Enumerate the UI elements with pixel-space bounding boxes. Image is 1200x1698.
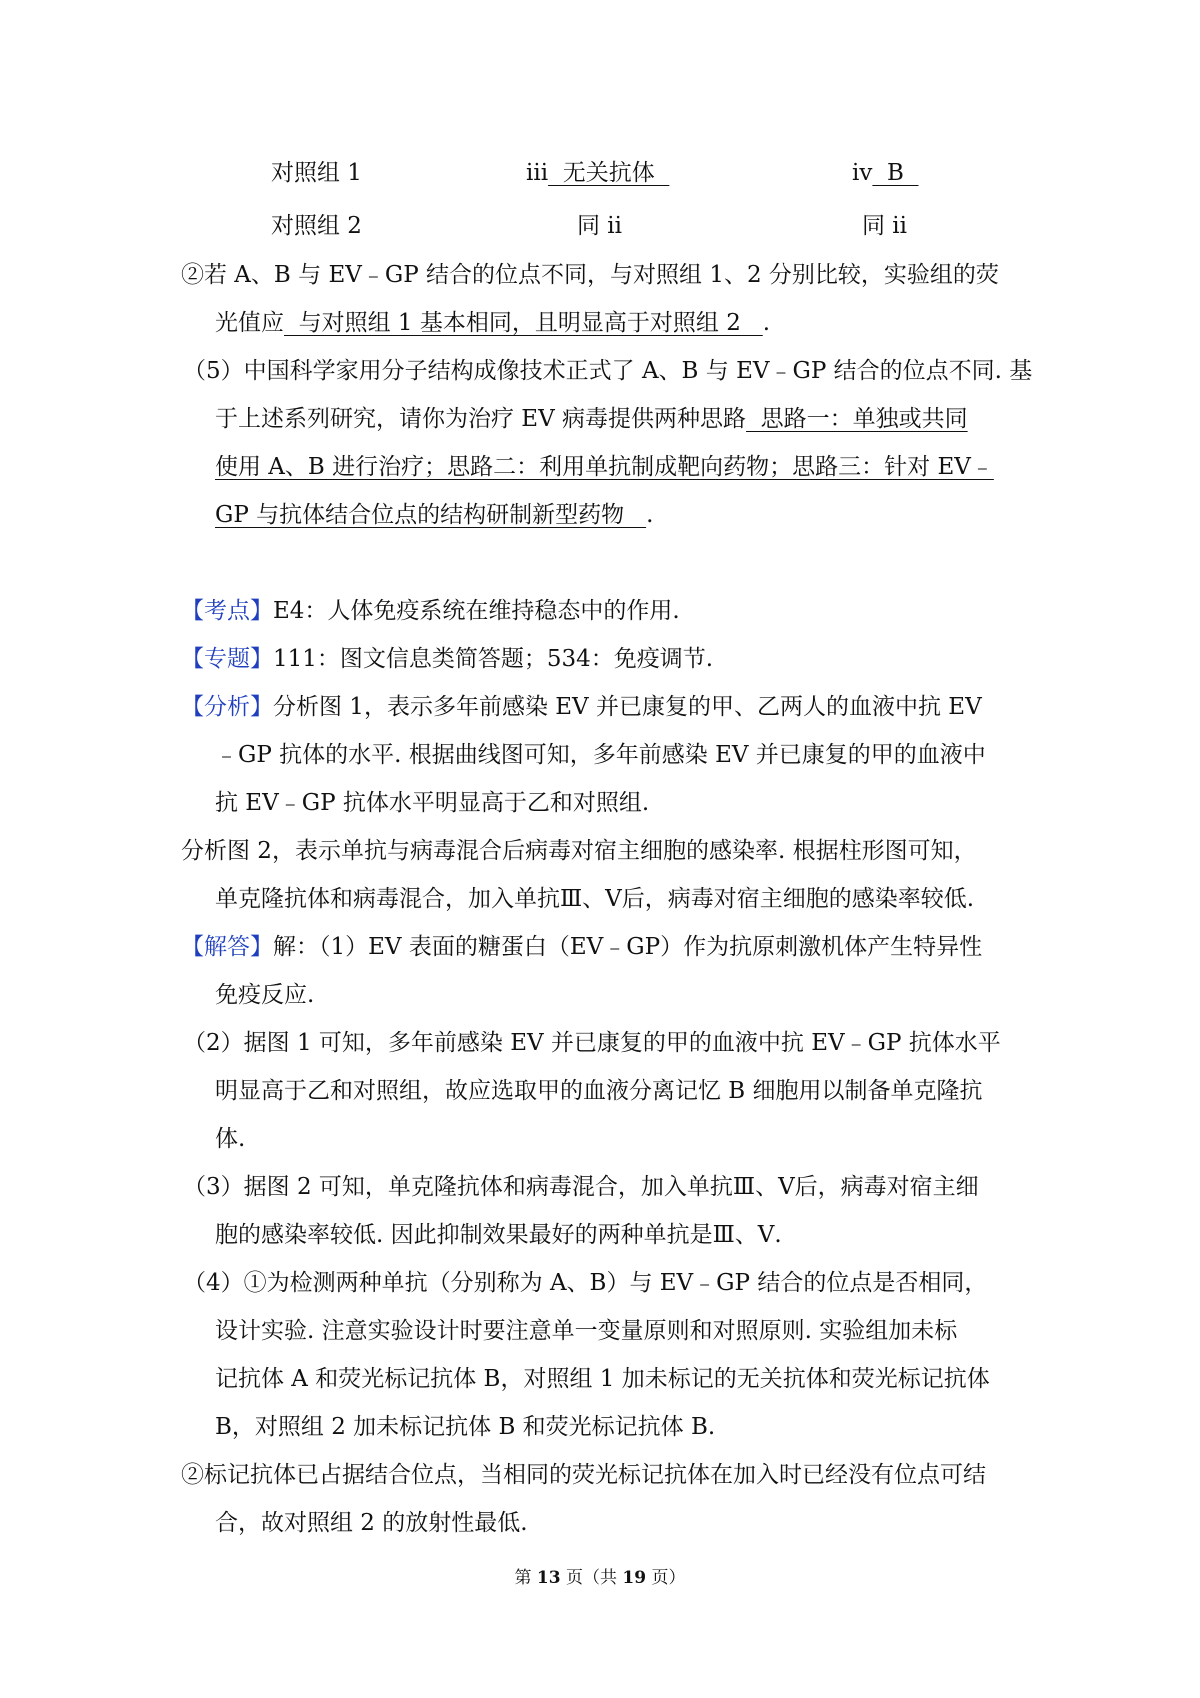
q5-line1: （5）中国科学家用分子结构成像技术正式了 A、B 与 EV﹣GP 结合的位点不同. 基 (183, 358, 1033, 384)
jieda-p2-line2: 明显高于乙和对照组，故应选取甲的血液分离记忆 B 细胞用以制备单克隆抗 (215, 1078, 983, 1104)
footer-page-number: 13 (536, 1568, 561, 1588)
jieda-p4-line3: 记抗体 A 和荧光标记抗体 B，对照组 1 加未标记的无关抗体和荧光标记抗体 (215, 1366, 990, 1392)
fenxi-line1 (181, 692, 982, 722)
q4-2-suffix: . (762, 310, 771, 336)
jieda-p5-line1: ②标记抗体已占据结合位点，当相同的荧光标记抗体在加入时已经没有位点可结 (181, 1462, 986, 1488)
row1-col3 (852, 158, 919, 188)
kaodian (181, 596, 680, 626)
row1-col2 (526, 158, 669, 188)
fenxi-line1-text: 分析图 1，表示多年前感染 EV 并已康复的甲、乙两人的血液中抗 EV (273, 694, 982, 720)
q5-line4-answer: GP 与抗体结合位点的结构研制新型药物 (215, 502, 647, 528)
q5-line2 (215, 404, 968, 434)
jieda-p4-line1: （4）①为检测两种单抗（分别称为 A、B）与 EV﹣GP 结合的位点是否相同， (183, 1270, 988, 1296)
q5-line3: 使用 A、B 进行治疗；思路二：利用单抗制成靶向药物；思路三：针对 EV﹣ (215, 454, 994, 480)
footer-mid: 页（共 (560, 1568, 623, 1588)
row1-iii-prefix: iii (526, 160, 549, 186)
q5-line4 (215, 500, 653, 530)
q4-2-line2 (215, 308, 770, 338)
row1-iii-answer: 无关抗体 (548, 160, 670, 186)
footer-page-total: 19 (622, 1568, 647, 1588)
kaodian-text: E4：人体免疫系统在维持稳态中的作用. (273, 598, 680, 624)
zhuanti (181, 644, 713, 674)
jieda-p3-line2: 胞的感染率较低. 因此抑制效果最好的两种单抗是Ⅲ、Ⅴ. (215, 1222, 782, 1248)
kaodian-tag: 【考点】 (181, 598, 273, 624)
footer-post: 页） (646, 1568, 686, 1588)
q5-line2-answer: 思路一：单独或共同 (746, 406, 968, 432)
q5-line4-suffix: . (646, 502, 654, 528)
row2-col2: 同 ii (577, 213, 623, 239)
fenxi-line3: 抗 EV﹣GP 抗体水平明显高于乙和对照组. (215, 790, 650, 816)
row1-iv-answer: B (872, 160, 919, 186)
q4-2-line1: ②若 A、B 与 EV﹣GP 结合的位点不同，与对照组 1、2 分别比较，实验组的荧 (181, 262, 999, 288)
fenxi-line4: 分析图 2，表示单抗与病毒混合后病毒对宿主细胞的感染率. 根据柱形图可知， (181, 838, 977, 864)
jieda-line1 (181, 932, 982, 962)
jieda-p4-line4: B，对照组 2 加未标记抗体 B 和荧光标记抗体 B. (215, 1414, 716, 1440)
jieda-tag: 【解答】 (181, 934, 273, 960)
q4-2-prefix: 光值应 (215, 310, 284, 336)
jieda-line1-text: 解：（1）EV 表面的糖蛋白（EV﹣GP）作为抗原刺激机体产生特异性 (273, 934, 983, 960)
fenxi-line2: ﹣GP 抗体的水平. 根据曲线图可知，多年前感染 EV 并已康复的甲的血液中 (215, 742, 986, 768)
jieda-p4-line2: 设计实验. 注意实验设计时要注意单一变量原则和对照原则. 实验组加未标 (215, 1318, 958, 1344)
row1-label: 对照组 1 (271, 160, 362, 186)
jieda-p2-line3: 体. (215, 1126, 246, 1152)
fenxi-line5: 单克隆抗体和病毒混合，加入单抗Ⅲ、Ⅴ后，病毒对宿主细胞的感染率较低. (215, 886, 975, 912)
page-footer (0, 1566, 1200, 1590)
footer-pre: 第 (514, 1568, 537, 1588)
row2-col3: 同 ii (862, 213, 908, 239)
q4-2-answer: 与对照组 1 基本相同，且明显高于对照组 2 (284, 310, 763, 336)
q5-line2-prefix: 于上述系列研究，请你为治疗 EV 病毒提供两种思路 (215, 406, 747, 432)
jieda-p5-line2: 合，故对照组 2 的放射性最低. (215, 1510, 528, 1536)
fenxi-tag: 【分析】 (181, 694, 273, 720)
row2-label: 对照组 2 (271, 213, 362, 239)
jieda-p2-line1: （2）据图 1 可知，多年前感染 EV 并已康复的甲的血液中抗 EV﹣GP 抗体水平 (183, 1030, 1001, 1056)
zhuanti-text: 111：图文信息类简答题；534：免疫调节. (273, 646, 714, 672)
jieda-p3-line1: （3）据图 2 可知，单克隆抗体和病毒混合，加入单抗Ⅲ、Ⅴ后，病毒对宿主细 (183, 1174, 979, 1200)
zhuanti-tag: 【专题】 (181, 646, 273, 672)
row1-iv-prefix: iv (852, 160, 873, 186)
jieda-line2: 免疫反应. (215, 982, 315, 1008)
